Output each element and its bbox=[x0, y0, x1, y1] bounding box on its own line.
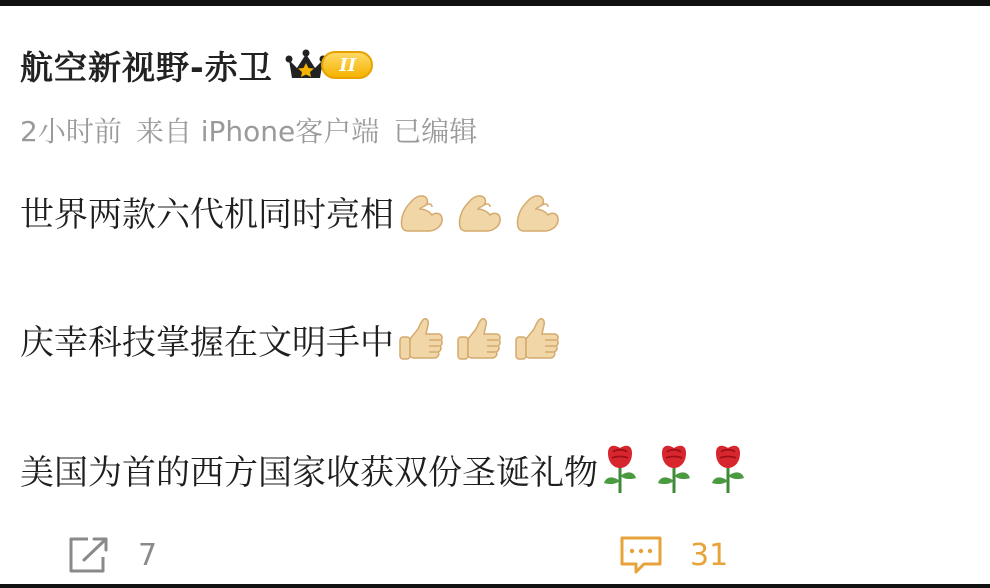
rose-icon bbox=[654, 443, 694, 495]
level-badge: II bbox=[321, 51, 373, 79]
post-time: 2小时前 bbox=[20, 115, 122, 148]
thumbs-up-icon bbox=[454, 315, 504, 363]
repost-button[interactable] bbox=[66, 528, 157, 582]
post-meta bbox=[20, 110, 491, 150]
comment-count: 31 bbox=[690, 537, 729, 573]
post-line-3-text: 美国为首的西方国家收获双份圣诞礼物 bbox=[20, 452, 598, 493]
comment-icon bbox=[618, 534, 664, 576]
flexed-biceps-icon bbox=[396, 187, 446, 235]
flexed-biceps-icon bbox=[454, 187, 504, 235]
flexed-biceps-icon bbox=[512, 187, 562, 235]
rose-icon bbox=[708, 443, 748, 495]
author-row bbox=[20, 40, 373, 90]
thumbs-up-icon bbox=[396, 315, 446, 363]
post-line-3 bbox=[20, 444, 762, 494]
thumbs-up-emoji-group bbox=[396, 315, 570, 363]
action-bar bbox=[66, 528, 966, 582]
post-line-1 bbox=[20, 186, 570, 236]
post-source: 来自 iPhone客户端 bbox=[135, 115, 380, 148]
comment-button[interactable] bbox=[618, 528, 728, 582]
post-line-1-text: 世界两款六代机同时亮相 bbox=[20, 194, 394, 235]
author-name[interactable]: 航空新视野-赤卫 bbox=[20, 47, 273, 87]
repost-count: 7 bbox=[138, 537, 158, 573]
repost-icon bbox=[66, 535, 112, 575]
member-badge[interactable] bbox=[285, 45, 373, 85]
edited-label[interactable]: 已编辑 bbox=[393, 115, 478, 148]
post-line-2 bbox=[20, 314, 570, 364]
thumbs-up-icon bbox=[512, 315, 562, 363]
post-line-2-text: 庆幸科技掌握在文明手中 bbox=[20, 322, 394, 363]
rose-icon bbox=[600, 443, 640, 495]
biceps-emoji-group bbox=[396, 187, 570, 235]
rose-emoji-group bbox=[600, 443, 762, 495]
